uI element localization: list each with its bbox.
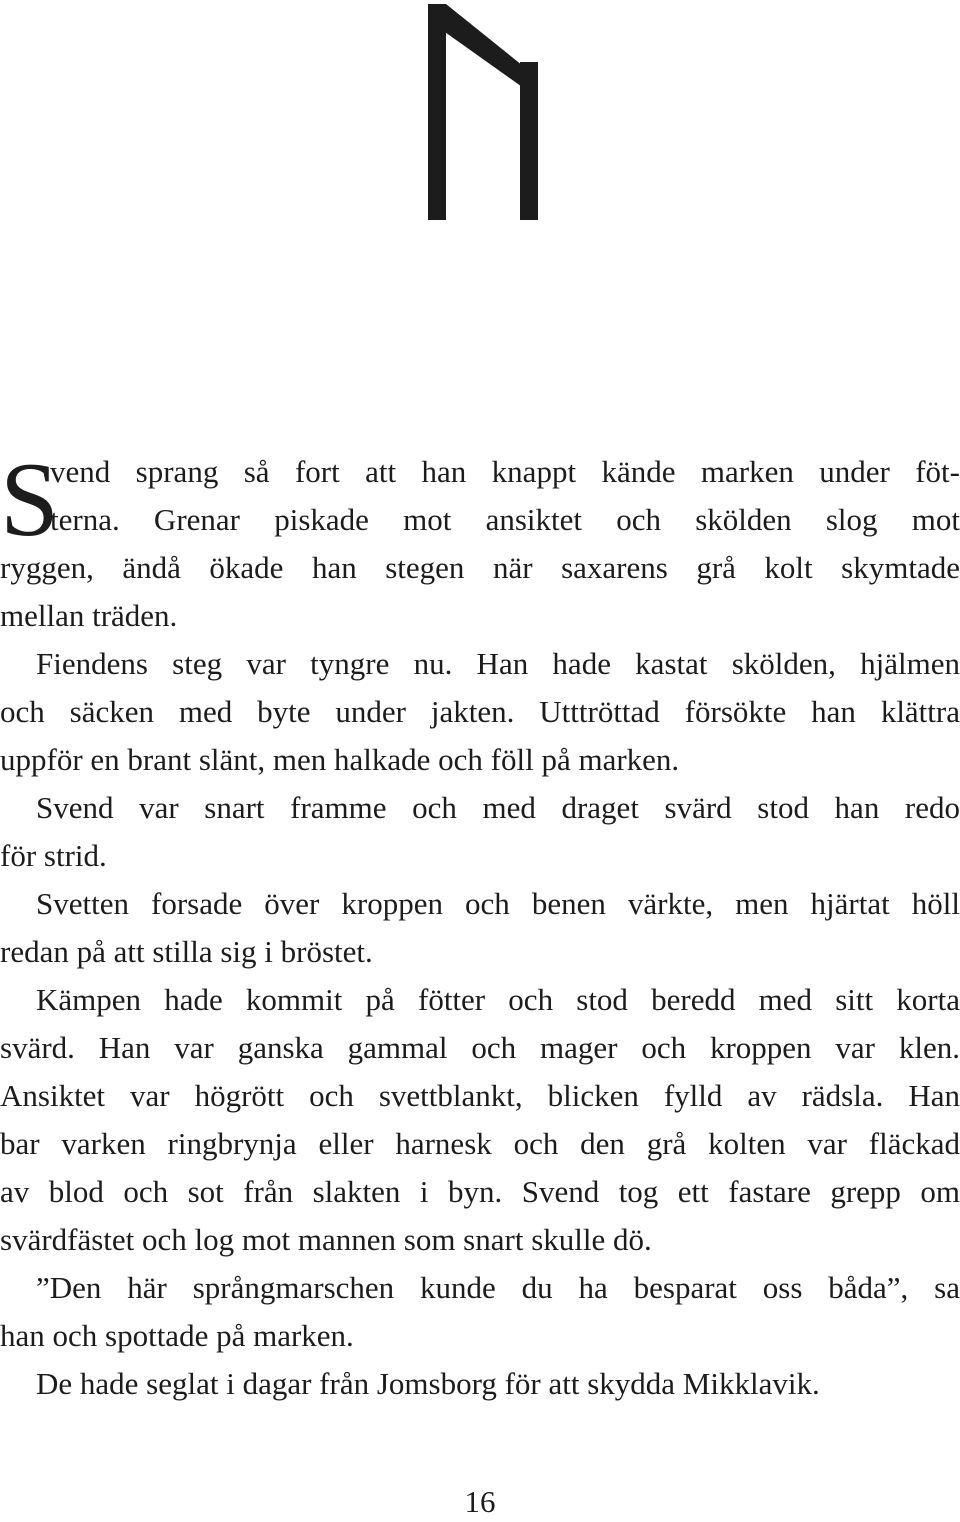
text-line: redan på att stilla sig i bröstet. — [0, 934, 373, 969]
text-line: bar varken ringbrynja eller harnesk och den grå kolten var fläckad — [0, 1126, 960, 1161]
text-line: vend sprang så fort att han knappt kände marken under föt- — [50, 454, 960, 489]
text-line: Ansiktet var högrött och svettblankt, blicken fylld av rädsla. Han — [0, 1078, 960, 1113]
text-line: Svend var snart framme och med draget svärd stod han redo — [36, 790, 960, 825]
text-line: De hade seglat i dagar från Jomsborg för att skydda Mikklavik. — [36, 1366, 820, 1401]
text-line: han och spottade på marken. — [0, 1318, 354, 1353]
text-line: och säcken med byte under jakten. Utttröttad försökte han klättra — [0, 694, 960, 729]
text-line: ”Den här språngmarschen kunde du ha besparat oss båda”, sa — [36, 1270, 960, 1305]
text-line: ryggen, ändå ökade han stegen när saxarens grå kolt skymtade — [0, 550, 960, 585]
dropcap-letter: S — [0, 441, 59, 558]
text-line: Fiendens steg var tyngre nu. Han hade kastat skölden, hjälmen — [36, 646, 960, 681]
page-number: 16 — [464, 1484, 496, 1519]
text-line: svärd. Han var ganska gammal och mager och kroppen var klen. — [0, 1030, 960, 1065]
text-line: svärdfästet och log mot mannen som snart skulle dö. — [0, 1222, 652, 1257]
text-line: för strid. — [0, 838, 107, 873]
text-line: mellan träden. — [0, 598, 178, 633]
text-line: Kämpen hade kommit på fötter och stod beredd med sitt korta — [36, 982, 960, 1017]
rune-uruz-icon — [428, 4, 538, 220]
chapter-text — [0, 441, 960, 1408]
text-line: Svetten forsade över kroppen och benen värkte, men hjärtat höll — [36, 886, 960, 921]
text-line: terna. Grenar piskade mot ansiktet och skölden slog mot — [50, 502, 960, 537]
text-line: uppför en brant slänt, men halkade och föll på marken. — [0, 742, 680, 777]
text-line: av blod och sot från slakten i byn. Svend tog ett fastare grepp om — [0, 1174, 960, 1209]
